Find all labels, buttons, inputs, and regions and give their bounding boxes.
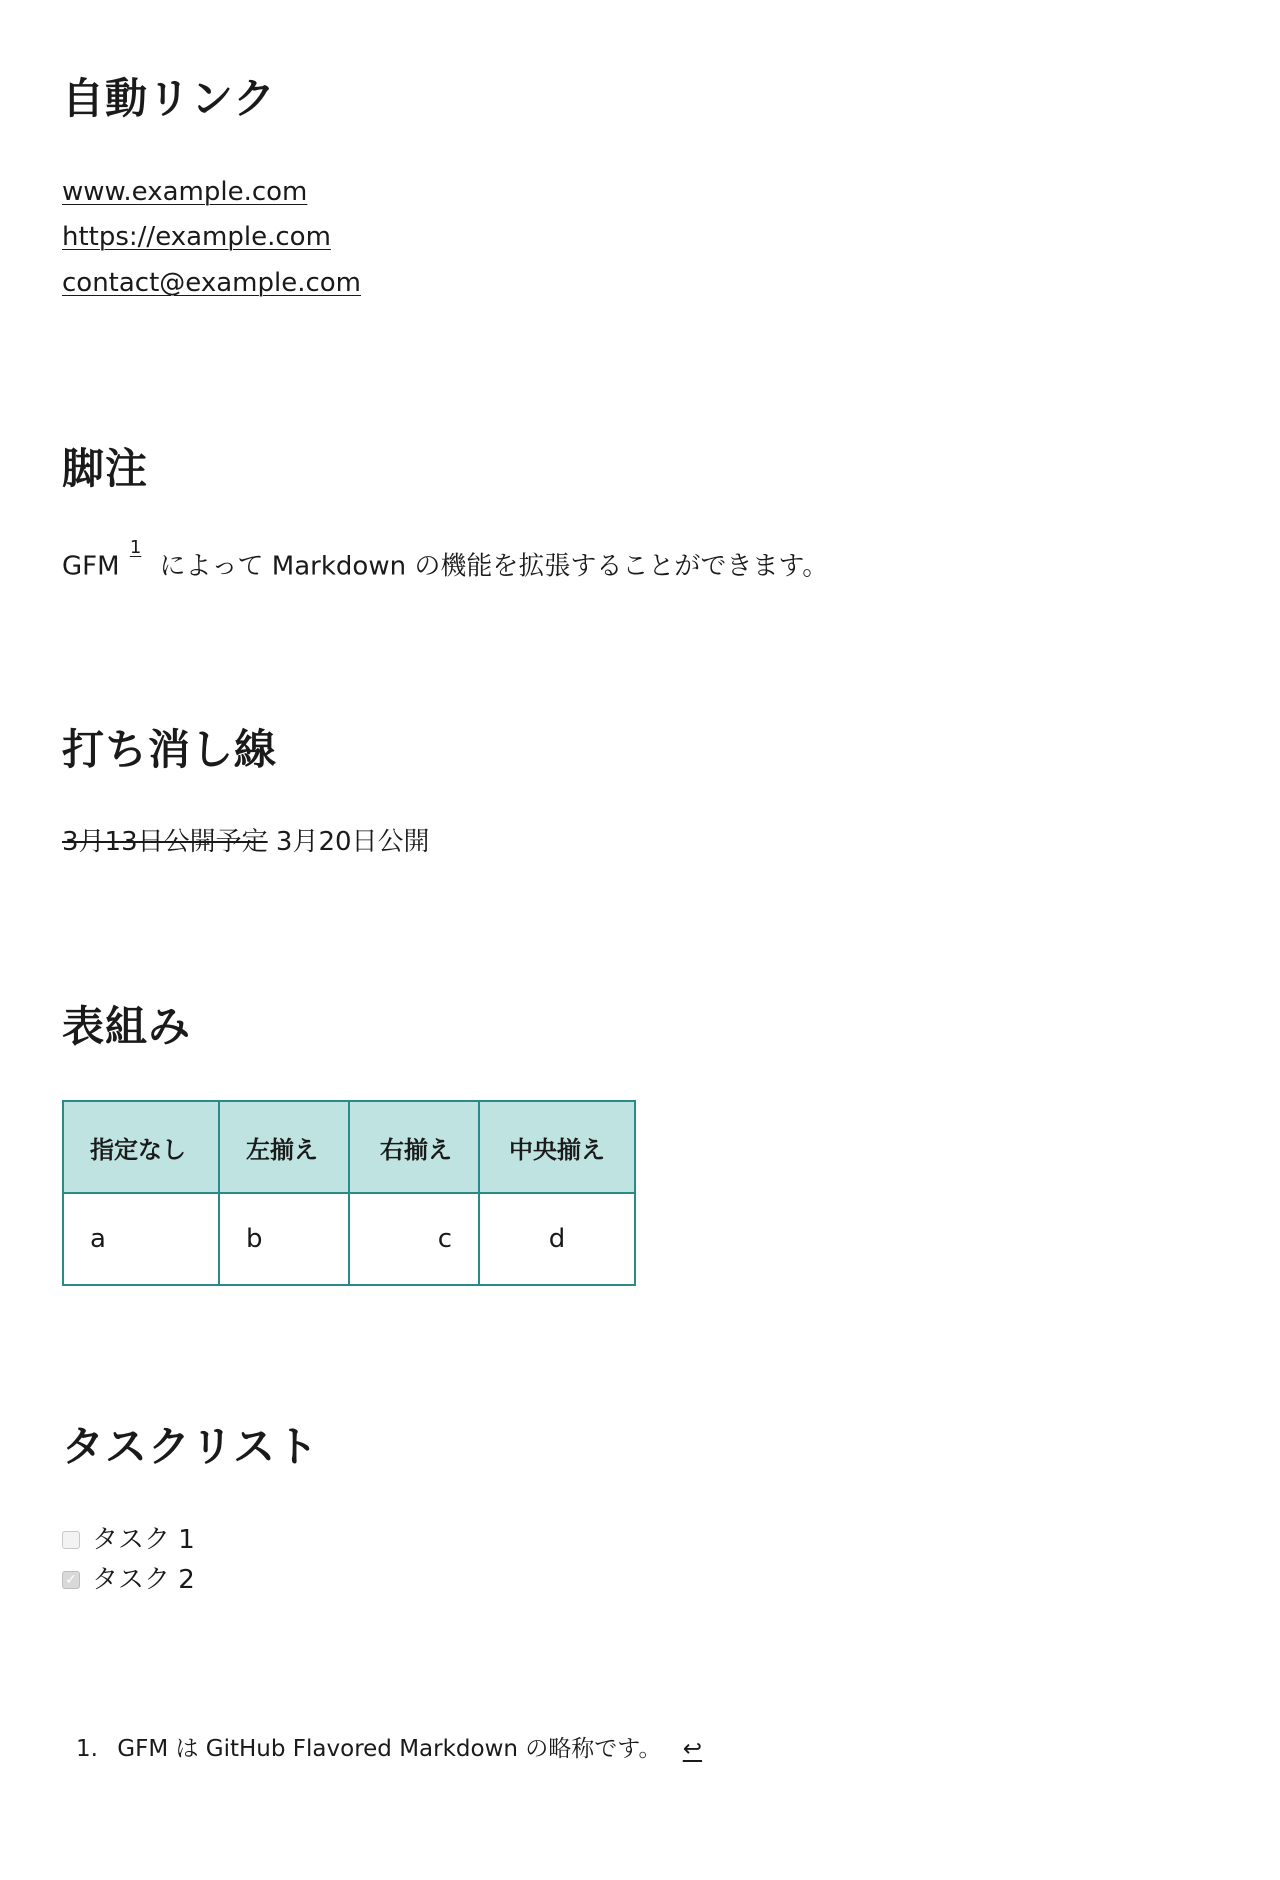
- footnote-text-after: によって Markdown の機能を拡張することができます。: [159, 551, 829, 582]
- table-header-row: [63, 1101, 635, 1193]
- strikethrough-paragraph: [62, 829, 430, 855]
- table-row: [63, 1193, 635, 1285]
- autolink-item: [62, 270, 361, 296]
- footnote-ref-link[interactable]: 1: [129, 537, 142, 558]
- table-header-cell: 左揃え: [219, 1101, 349, 1193]
- task-item: [62, 1527, 195, 1553]
- table-header-cell: 中央揃え: [479, 1101, 635, 1193]
- autolink-email[interactable]: contact@example.com: [62, 268, 361, 298]
- task-2-label: タスク 2: [92, 1565, 195, 1595]
- table-cell: c: [349, 1193, 479, 1285]
- table-cell: a: [63, 1193, 219, 1285]
- table-header-cell: 指定なし: [63, 1101, 219, 1193]
- task-1-checkbox[interactable]: [62, 1531, 80, 1549]
- footnote-paragraph: [62, 537, 829, 582]
- autolink-item: [62, 224, 331, 250]
- autolink-item: [62, 179, 307, 205]
- footnote-number: 1.: [76, 1736, 98, 1762]
- footnote-backref-icon[interactable]: ↩: [682, 1736, 703, 1762]
- struck-text: 3月13日公開予定: [62, 827, 268, 857]
- heading-table: 表組み: [62, 1002, 192, 1051]
- alignment-table: [62, 1100, 636, 1286]
- task-2-checkbox[interactable]: ✓: [62, 1571, 80, 1589]
- heading-strikethrough: 打ち消し線: [62, 725, 278, 774]
- task-item: [62, 1567, 195, 1593]
- footnote-ref: [130, 537, 141, 558]
- table-header-cell: 右揃え: [349, 1101, 479, 1193]
- heading-autolink: 自動リンク: [62, 74, 277, 123]
- autolink-https[interactable]: https://example.com: [62, 222, 331, 252]
- heading-footnote: 脚注: [62, 444, 149, 493]
- task-1-label: タスク 1: [92, 1525, 195, 1555]
- heading-tasklist: タスクリスト: [62, 1422, 320, 1471]
- autolink-www[interactable]: www.example.com: [62, 177, 308, 207]
- table-cell: d: [479, 1193, 635, 1285]
- footnotes-list: [76, 1738, 702, 1761]
- footnote-definition-text: GFM は GitHub Flavored Markdown の略称です。: [117, 1736, 662, 1762]
- table-cell: b: [219, 1193, 349, 1285]
- current-text: 3月20日公開: [275, 827, 430, 857]
- footnote-text-before: GFM: [62, 551, 120, 582]
